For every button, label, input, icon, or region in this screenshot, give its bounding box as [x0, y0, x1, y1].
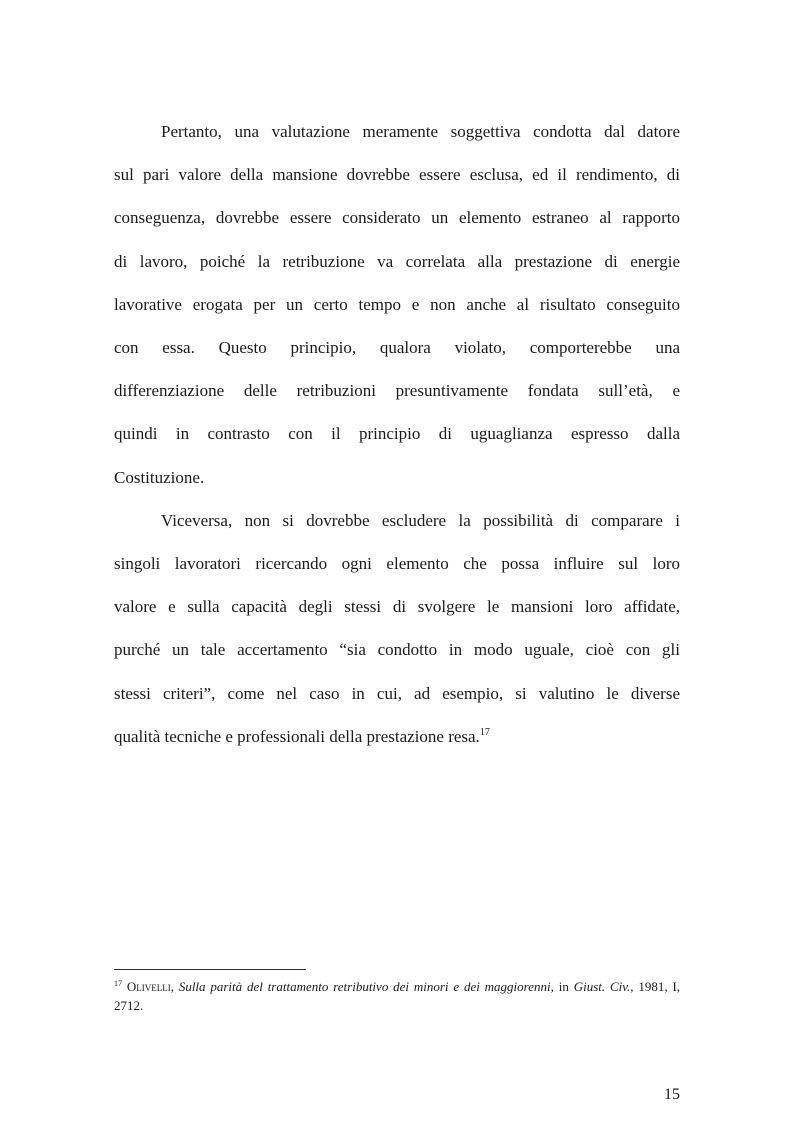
page-number: 15	[664, 1086, 680, 1103]
footnote-in: in	[558, 979, 569, 994]
text-line: Viceversa, non si dovrebbe escludere la possibilità di comparare i	[161, 510, 680, 530]
text-line: stessi criteri”, come nel caso in cui, ad esempio, si valutino le diverse	[114, 683, 680, 703]
text-line: lavorative erogata per un certo tempo e non anche al risultato conseguito	[114, 294, 680, 314]
paragraph-2	[114, 499, 680, 758]
paragraph-1	[114, 110, 680, 499]
text-line: valore e sulla capacità degli stessi di svolgere le mansioni loro affidate,	[114, 597, 680, 617]
body-text	[114, 110, 680, 758]
footnote-17: $^{17}$ Olivelli, Sulla parità del trattamento retributivo dei minori e dei maggiorenni, in Giust. Civ., 1981, I, 2712.	[114, 979, 681, 1013]
footnote-title: Sulla parità del trattamento retributivo dei minori e dei maggiorenni,	[178, 979, 554, 994]
text-line: quindi in contrasto con il principio di uguaglianza espresso dalla	[114, 424, 680, 444]
text-line: Costituzione.	[114, 467, 205, 487]
footnote-citation: , 1981, I, 2712.	[114, 979, 681, 1013]
text-line: conseguenza, dovrebbe essere considerato un elemento estraneo al rapporto	[114, 208, 680, 228]
footnote-number: 17	[114, 979, 122, 989]
text-line-content: qualità tecniche e professionali della prestazione resa.	[114, 726, 480, 746]
text-line: Pertanto, una valutazione meramente soggettiva condotta dal datore	[161, 122, 680, 141]
text-line	[114, 715, 680, 758]
text-line: con essa. Questo principio, qualora violato, comporterebbe una	[114, 338, 680, 358]
text-line: sul pari valore della mansione dovrebbe essere esclusa, ed il rendimento, di	[114, 165, 680, 185]
text-line: differenziazione delle retribuzioni presuntivamente fondata sull’età, e	[114, 381, 680, 401]
text-line: di lavoro, poiché la retribuzione va correlata alla prestazione di energie	[114, 251, 680, 271]
footnote-reference[interactable]: 17	[479, 726, 490, 738]
text-line: purché un tale accertamento “sia condotto in modo uguale, cioè con gli	[114, 640, 680, 660]
text-line: singoli lavoratori ricercando ogni elemento che possa influire sul loro	[114, 554, 680, 574]
footnote-author: Olivelli	[126, 979, 171, 994]
footnote-separator	[114, 969, 306, 970]
footnote-journal: Giust. Civ.	[573, 979, 631, 994]
